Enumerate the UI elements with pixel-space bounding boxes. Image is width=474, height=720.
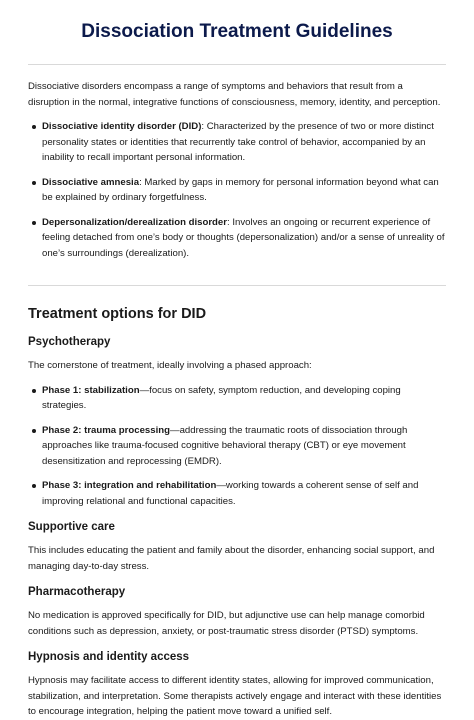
phase-term: Phase 2: trauma processing [42, 424, 170, 436]
list-item [42, 423, 446, 470]
divider [28, 64, 446, 65]
hypnosis-paragraph: Hypnosis may facilitate access to different identity states, allowing for improved communication, stabilization, and interpretation. Some therapists actively engage and interact with these identities to encourage integration, helping the patient move toward a unified self. [28, 675, 442, 717]
disorder-term: Dissociative amnesia [42, 176, 140, 188]
phase-description: —addressing the traumatic roots of dissociation through approaches like trauma-focused cognitive behavioral therapy (CBT) or eye movement desensitization and reprocessing (EMDR). [42, 424, 408, 467]
divider [28, 285, 446, 286]
disorder-description: : Characterized by the presence of two or more distinct personality states or identities that recurrently take control of behavior, accompanied by an inability to recall important personal information. [42, 121, 434, 163]
psychotherapy-intro: The cornerstone of treatment, ideally involving a phased approach: [28, 360, 312, 371]
disorders-list [28, 119, 446, 261]
disorder-description: : Marked by gaps in memory for personal information beyond what can be explained by ordinary forgetfulness. [42, 176, 439, 203]
list-item [42, 383, 446, 414]
list-item [42, 215, 446, 262]
phase-description: —focus on safety, symptom reduction, and developing coping strategies. [42, 384, 401, 411]
subheading-psychotherapy: Psychotherapy [28, 336, 111, 348]
list-item [42, 175, 446, 206]
supportive-care-paragraph: This includes educating the patient and family about the disorder, enhancing social support, and managing day-to-day stress. [28, 545, 435, 572]
phase-term: Phase 1: stabilization [42, 384, 140, 396]
subheading-supportive-care: Supportive care [28, 521, 115, 533]
disorder-term: Depersonalization/derealization disorder [42, 216, 227, 228]
subheading-hypnosis: Hypnosis and identity access [28, 651, 190, 663]
phase-term: Phase 3: integration and rehabilitation [42, 480, 217, 491]
pharmacotherapy-paragraph: No medication is approved specifically for DID, but adjunctive use can help manage comorbid conditions such as depression, anxiety, or post-traumatic stress disorder (PTSD) symptoms. [28, 610, 425, 637]
phase-description: —working towards a coherent sense of self and improving relational and functional capacities. [42, 480, 419, 507]
disorder-term: Dissociative identity disorder (DID) [42, 121, 202, 132]
page-title: Dissociation Treatment Guidelines [81, 21, 393, 42]
intro-paragraph: Dissociative disorders encompass a range of symptoms and behaviors that result from a disruption in the normal, integrative functions of consciousness, memory, identity, and perception. [28, 81, 441, 108]
list-item [42, 478, 446, 509]
section-heading-treatment: Treatment options for DID [28, 306, 207, 322]
phases-list [28, 383, 446, 510]
subheading-pharmacotherapy: Pharmacotherapy [28, 586, 126, 598]
disorder-description: : Involves an ongoing or recurrent experience of feeling detached from one’s body or thoughts (depersonalization) and/or a sense of unreality of one’s surroundings (derealization). [42, 216, 445, 259]
list-item [42, 119, 446, 166]
